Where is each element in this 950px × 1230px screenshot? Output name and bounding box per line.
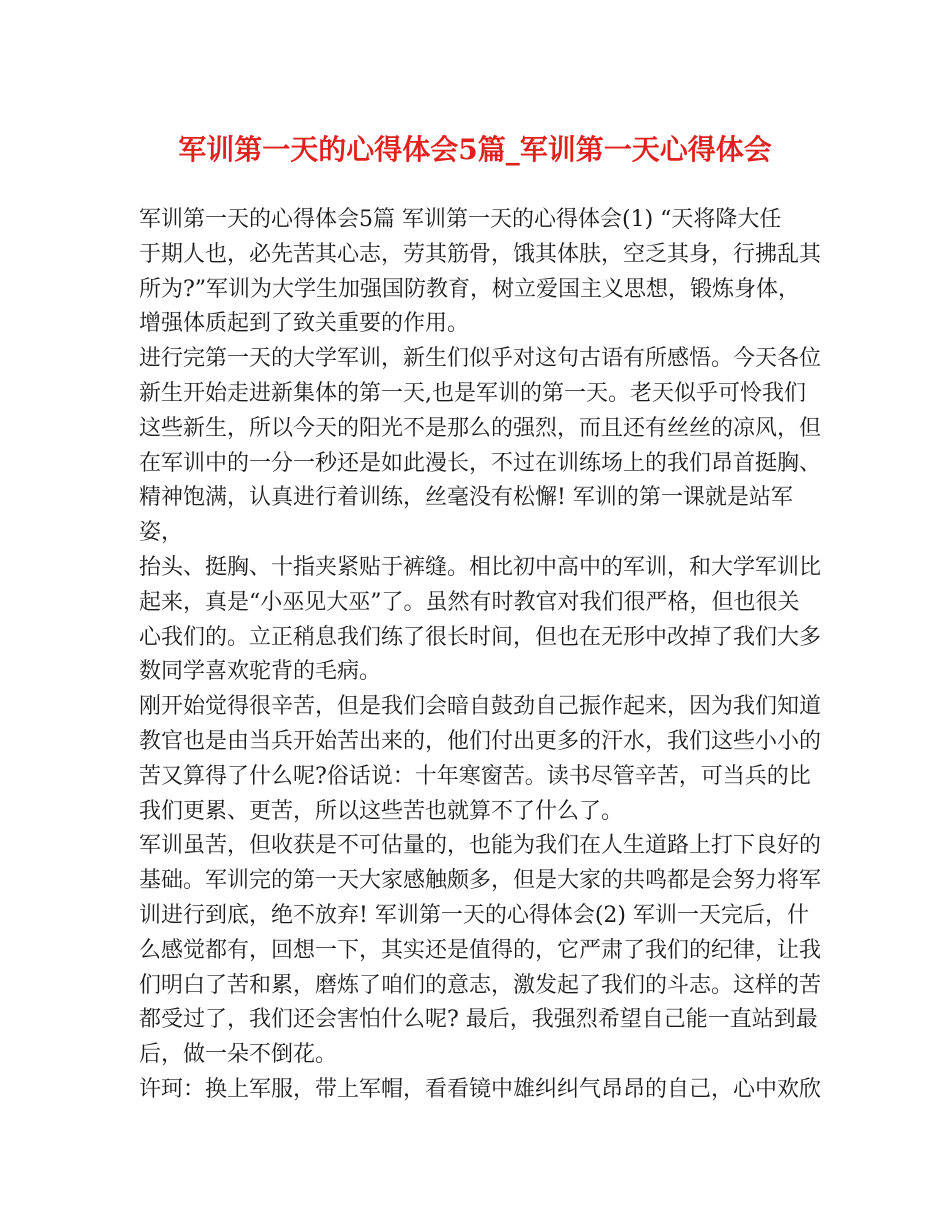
paragraph-5: 许珂：换上军服，带上军帽，看看镜中雄纠纠气昂昂的自己，心中欢欣: [139, 1076, 822, 1102]
paragraph-3: 刚开始觉得很辛苦，但是我们会暗自鼓劲自己振作起来，因为我们知道 教官也是由当兵开始苦出来的，他们付出更多的汗水，我们这些小小的 苦又算得了什么呢?俗话说：十年寒窗苦。读书尽管辛苦，可当兵的比 我们更累、更苦，所以这些苦也就算不了什么了。: [139, 694, 822, 824]
document-body: [139, 203, 829, 1108]
paragraph-4: 军训虽苦，但收获是不可估量的，也能为我们在人生道路上打下良好的 基础。军训完的第一天大家感触颇多，但是大家的共鸣都是会努力将军 训进行到底，绝不放弃! 军训第一天的心得体会(2) 军训一天完后，什 么感觉都有，回想一下，其实还是值得的，它严肃了我们的纪律，让我 们明白了苦和累，磨炼了咱们的意志，激发起了我们的斗志。这样的苦 都受过了，我们还会害怕什么呢? 最后，我强烈希望自己能一直站到最 后，做一朵不倒花。: [139, 833, 822, 1068]
document-title: 军训第一天的心得体会5篇_军训第一天心得体会: [178, 133, 772, 166]
paragraph-1: 军训第一天的心得体会5篇 军训第一天的心得体会(1) “天将降大任 于期人也，必先苦其心志，劳其筋骨，饿其体肤，空乏其身，行拂乱其 所为?”军训为大学生加强国防教育，树立爱国主义思想，锻炼身体， 增强体质起到了致关重要的作用。: [139, 207, 822, 337]
paragraph-2: 进行完第一天的大学军训，新生们似乎对这句古语有所感悟。今天各位 新生开始走进新集体的第一天,也是军训的第一天。老天似乎可怜我们 这些新生，所以今天的阳光不是那么的强烈，而且还有丝丝的凉风，但 在军训中的一分一秒还是如此漫长，不过在训练场上的我们昂首挺胸、 精神饱满，认真进行着训练，丝毫没有松懈! 军训的第一课就是站军姿， 抬头、挺胸、十指夹紧贴于裤缝。相比初中高中的军训，和大学军训比 起来，真是“小巫见大巫”了。虽然有时教官对我们很严格，但也很关 心我们的。立正稍息我们练了很长时间，但也在无形中改掉了我们大多 数同学喜欢驼背的毛病。: [139, 346, 822, 685]
